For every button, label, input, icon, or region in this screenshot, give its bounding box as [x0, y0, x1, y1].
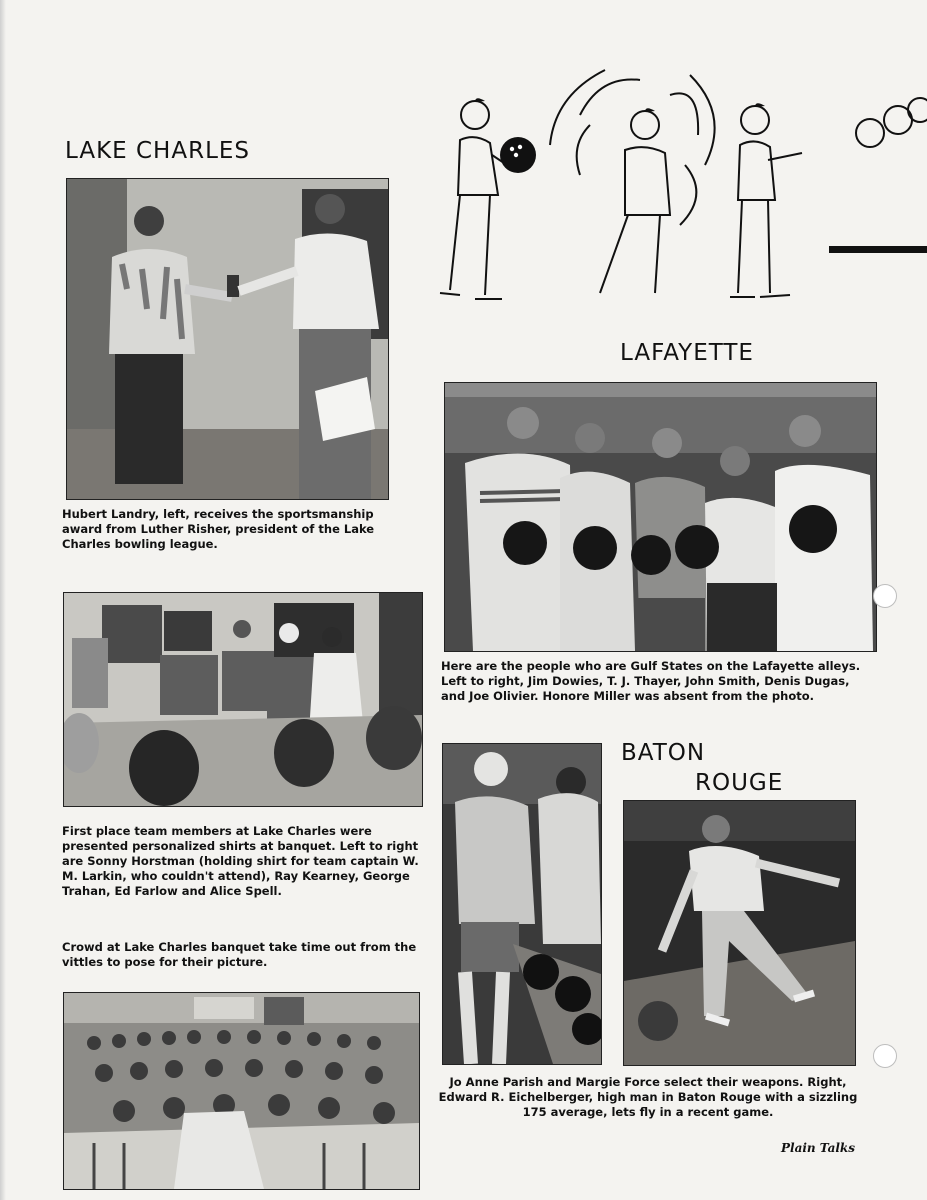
caption-landry-award: Hubert Landry, left, receives the sportsmanship award from Luther Risher, president of the Lake Charles bowling league. — [62, 507, 375, 551]
heading-lake-charles: LAKE CHARLES — [65, 138, 251, 164]
caption-banquet-crowd: Crowd at Lake Charles banquet take time out from the vittles to pose for their picture. — [62, 940, 417, 969]
cartoon-bowler-illustration — [430, 55, 927, 315]
decorative-rule — [829, 246, 927, 253]
photo-eichelberger-bowling — [623, 800, 856, 1066]
punch-hole — [873, 1044, 897, 1068]
heading-baton: BATON — [621, 740, 706, 766]
photo-sportsmanship-award — [66, 178, 389, 500]
photo-lafayette-team — [444, 382, 877, 652]
caption-baton-rouge-bowlers: Jo Anne Parish and Margie Force select their weapons. Right, Edward R. Eichelberger, high man in Baton Rouge with a sizzling 175 average, lets fly in a recent game. — [438, 1075, 858, 1119]
caption-first-place-team: First place team members at Lake Charles were presented personalized shirts at banquet. Left to right are Sonny Horstman (holding shirt for team captain W. M. Larkin, who couldn't attend), Ray Kearney, George Trahan, Ed Farlow and Alice Spell. — [62, 824, 419, 898]
heading-rouge: ROUGE — [695, 770, 784, 796]
heading-lafayette: LAFAYETTE — [620, 340, 754, 366]
caption-lafayette-team: Here are the people who are Gulf States on the Lafayette alleys. Left to right, Jim Dowies, T. J. Thayer, John Smith, Denis Dugas, and Joe Olivier. Honore Miller was absent from the photo. — [441, 659, 861, 703]
photo-first-place-team — [63, 592, 423, 807]
photo-women-selecting-balls — [442, 743, 602, 1065]
page-edge — [0, 0, 6, 1200]
punch-hole — [873, 584, 897, 608]
photo-banquet-crowd — [63, 992, 420, 1190]
footer-publication-name: Plain Talks — [780, 1141, 855, 1155]
